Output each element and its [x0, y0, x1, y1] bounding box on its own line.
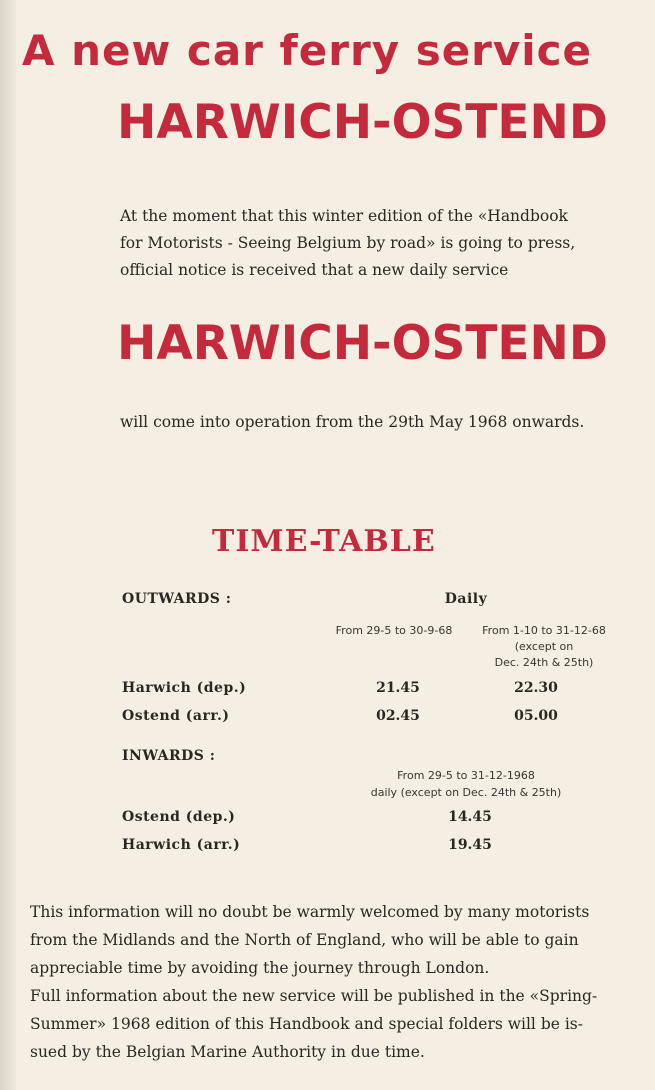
inwards-row-place: Harwich (arr.) [122, 837, 241, 853]
intro-line: for Motorists - Seeing Belgium by road» is going to press, [120, 234, 576, 252]
intro-line: At the moment that this winter edition of the «Handbook [120, 207, 568, 225]
closing-line: This information will no doubt be warmly welcomed by many motorists [30, 903, 590, 921]
timetable-title: TIME-TABLE [212, 524, 436, 559]
closing-line: from the Midlands and the North of England, who will be able to gain [30, 931, 579, 949]
inwards-period-line: daily (except on Dec. 24th & 25th) [370, 786, 562, 799]
outwards-period-2-line: Dec. 24th & 25th) [494, 656, 594, 669]
closing-line: Summer» 1968 edition of this Handbook and special folders will be is- [30, 1015, 583, 1033]
outwards-row-time-2: 05.00 [514, 708, 558, 724]
closing-paragraph [30, 898, 630, 1066]
outwards-frequency: Daily [444, 591, 488, 607]
route-title-top: HARWICH-OSTEND [117, 95, 608, 150]
outwards-period-2-line: From 1-10 to 31-12-68 [482, 624, 606, 637]
inwards-label: INWARDS : [122, 748, 216, 764]
intro-paragraph [120, 203, 610, 284]
outwards-row-place: Harwich (dep.) [122, 680, 247, 696]
closing-line: appreciable time by avoiding the journey through London. [30, 959, 490, 977]
outwards-row-time-1: 02.45 [376, 708, 420, 724]
outwards-row-time-1: 21.45 [376, 680, 420, 696]
outwards-period-2-line: (except on [514, 640, 574, 653]
outwards-label: OUTWARDS : [122, 591, 232, 607]
outwards-row-time-2: 22.30 [514, 680, 558, 696]
inwards-row-time: 14.45 [448, 809, 492, 825]
closing-line: sued by the Belgian Marine Authority in due time. [30, 1043, 425, 1061]
intro-line: official notice is received that a new daily service [120, 261, 509, 279]
inwards-row-time: 19.45 [448, 837, 492, 853]
inwards-period-line: From 29-5 to 31-12-1968 [397, 769, 535, 782]
closing-line: Full information about the new service will be published in the «Spring- [30, 987, 598, 1005]
inwards-row-place: Ostend (dep.) [122, 809, 236, 825]
headline: A new car ferry service [22, 26, 593, 75]
route-title-middle: HARWICH-OSTEND [117, 316, 608, 371]
page-binding-edge [0, 0, 16, 1090]
outwards-row-place: Ostend (arr.) [122, 708, 230, 724]
operation-line: will come into operation from the 29th May 1968 onwards. [120, 413, 585, 431]
outwards-period-1: From 29-5 to 30-9-68 [335, 624, 453, 637]
